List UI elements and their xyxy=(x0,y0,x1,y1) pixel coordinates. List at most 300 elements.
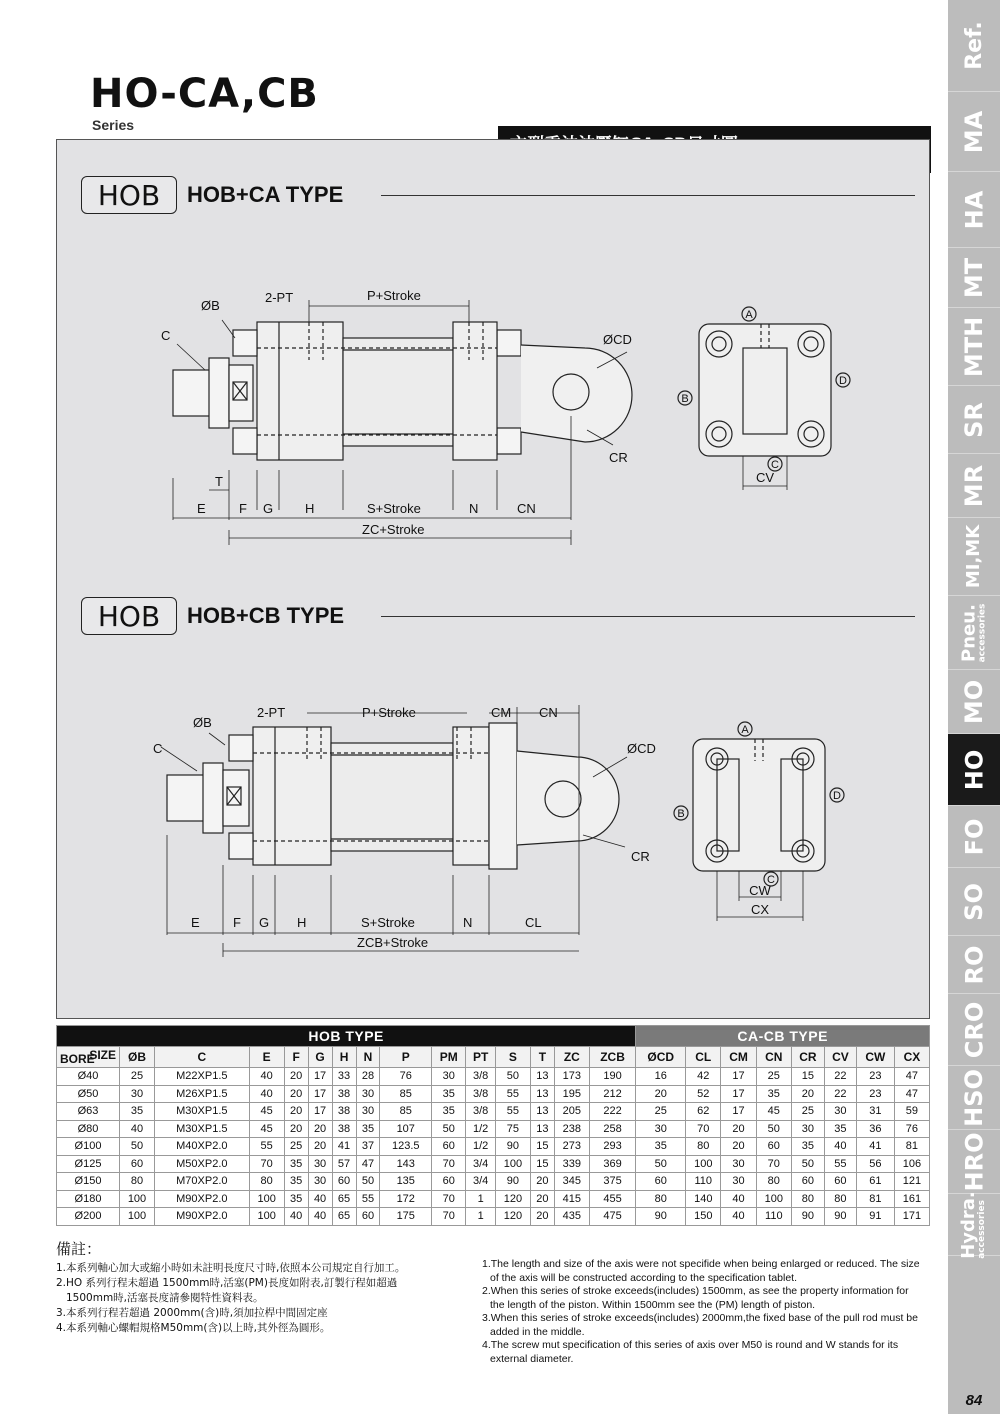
table-cell: 40 xyxy=(249,1068,284,1086)
label-b: B xyxy=(677,808,685,820)
note-zh-3: 3.本系列行程若超過 2000mm(含)時,須加拉桿中間固定座 xyxy=(56,1307,328,1319)
table-cell: 135 xyxy=(380,1173,432,1191)
table-cell: 23 xyxy=(856,1085,894,1103)
table-cell: 20 xyxy=(636,1085,686,1103)
table-cell: 50 xyxy=(756,1120,791,1138)
table-cell: 15 xyxy=(530,1138,554,1156)
table-cell: M30XP1.5 xyxy=(154,1120,249,1138)
table-cell: 435 xyxy=(554,1208,589,1226)
table-cell: 55 xyxy=(495,1103,530,1121)
table-cell: 369 xyxy=(589,1155,635,1173)
label-zcb-stroke: ZCB+Stroke xyxy=(357,935,429,950)
bore-cell: Ø63 xyxy=(57,1103,120,1121)
table-cell: M50XP2.0 xyxy=(154,1155,249,1173)
column-header: CM xyxy=(721,1047,757,1068)
bore-size-corner xyxy=(57,1047,120,1068)
bore-cell: Ø40 xyxy=(57,1068,120,1086)
table-cell: 81 xyxy=(856,1190,894,1208)
column-header: F xyxy=(284,1047,308,1068)
table-cell: 41 xyxy=(856,1138,894,1156)
tab-label: SR xyxy=(959,401,988,438)
table-cell: 3/4 xyxy=(466,1155,496,1173)
table-cell: 80 xyxy=(249,1173,284,1191)
label-p-stroke: P+Stroke xyxy=(367,288,421,303)
table-cell: 55 xyxy=(356,1190,380,1208)
table-cell: 60 xyxy=(120,1155,155,1173)
hob-badge: HOB xyxy=(81,597,177,635)
note-en-2: 2.When this series of stroke exceeds(includes) 1500mm, as see the property information for the length of the piston. Within 1500mm see the (PM) length of piston. xyxy=(482,1285,909,1311)
table-row xyxy=(57,1138,930,1156)
section-header-cb xyxy=(81,597,891,635)
table-cell: 65 xyxy=(332,1208,356,1226)
label-cn: CN xyxy=(517,501,536,516)
table-cell: 30 xyxy=(721,1155,757,1173)
label-cn: CN xyxy=(539,705,558,720)
dimension-table xyxy=(56,1025,930,1226)
table-cell: 106 xyxy=(894,1155,929,1173)
table-cell: 25 xyxy=(636,1103,686,1121)
tab-label: HA xyxy=(959,190,988,229)
tab-label: MO xyxy=(959,679,988,724)
tab-label: Hydra. xyxy=(958,1190,980,1259)
column-header: G xyxy=(308,1047,332,1068)
table-cell: 120 xyxy=(495,1208,530,1226)
table-cell: 20 xyxy=(284,1085,308,1103)
table-cell: 30 xyxy=(636,1120,686,1138)
table-cell: 17 xyxy=(721,1103,757,1121)
table-cell: 40 xyxy=(308,1208,332,1226)
table-cell: 17 xyxy=(308,1103,332,1121)
table-cell: 30 xyxy=(120,1085,155,1103)
table-cell: 339 xyxy=(554,1155,589,1173)
table-cell: 47 xyxy=(894,1085,929,1103)
table-cell: 273 xyxy=(554,1138,589,1156)
table-cell: 40 xyxy=(120,1120,155,1138)
bore-cell: Ø125 xyxy=(57,1155,120,1173)
tab-label: RO xyxy=(959,945,988,984)
column-header: CV xyxy=(824,1047,856,1068)
table-cell: 60 xyxy=(432,1138,466,1156)
label-c2: C xyxy=(767,874,775,886)
column-header: T xyxy=(530,1047,554,1068)
page-number-text: 84 xyxy=(965,1392,983,1409)
tab-mth[interactable] xyxy=(948,308,1000,386)
table-cell: 13 xyxy=(530,1085,554,1103)
table-cell: M40XP2.0 xyxy=(154,1138,249,1156)
table-cell: 3/4 xyxy=(466,1173,496,1191)
table-cell: 1/2 xyxy=(466,1138,496,1156)
table-cell: 35 xyxy=(824,1120,856,1138)
table-cell: 20 xyxy=(530,1208,554,1226)
table-cell: 50 xyxy=(356,1173,380,1191)
column-header: PT xyxy=(466,1047,496,1068)
label-n: N xyxy=(469,501,479,516)
table-cell: 45 xyxy=(756,1103,791,1121)
tab-label: HO xyxy=(960,749,988,790)
tab-hso[interactable] xyxy=(948,1066,1000,1130)
column-header: ZC xyxy=(554,1047,589,1068)
column-header: ØB xyxy=(120,1047,155,1068)
table-cell: 30 xyxy=(721,1173,757,1191)
label-f: F xyxy=(239,501,247,516)
tab-sr[interactable] xyxy=(948,386,1000,454)
label-a: A xyxy=(741,724,749,736)
tab-ha[interactable] xyxy=(948,172,1000,248)
table-cell: 100 xyxy=(120,1190,155,1208)
table-cell: 375 xyxy=(589,1173,635,1191)
table-row xyxy=(57,1190,930,1208)
table-cell: 16 xyxy=(636,1068,686,1086)
table-cell: 38 xyxy=(332,1085,356,1103)
table-cell: 45 xyxy=(249,1120,284,1138)
table-cell: 22 xyxy=(824,1068,856,1086)
table-cell: 15 xyxy=(530,1155,554,1173)
table-cell: 80 xyxy=(824,1190,856,1208)
table-cell: 37 xyxy=(356,1138,380,1156)
label-cw: CW xyxy=(749,883,771,898)
label-e: E xyxy=(191,915,200,930)
table-cell: 36 xyxy=(856,1120,894,1138)
table-cell: 61 xyxy=(856,1173,894,1191)
table-cell: 35 xyxy=(756,1085,791,1103)
table-cell: 20 xyxy=(284,1120,308,1138)
label-cl: CL xyxy=(525,915,542,930)
column-header: E xyxy=(249,1047,284,1068)
table-cell: 90 xyxy=(791,1208,824,1226)
note-en-4: 4.The screw mut specification of this series of axis over M50 is round and W stands for its external diameter. xyxy=(482,1339,899,1365)
table-cell: 455 xyxy=(589,1190,635,1208)
note-zh-2-cont: 1500mm時,活塞長度請參閱特性資料表。 xyxy=(66,1292,264,1304)
column-header: CN xyxy=(756,1047,791,1068)
table-cell: 85 xyxy=(380,1103,432,1121)
table-cell: 60 xyxy=(824,1173,856,1191)
tab-mimk[interactable] xyxy=(948,518,1000,596)
table-row xyxy=(57,1085,930,1103)
drawing-panel xyxy=(56,139,930,1019)
column-header: CL xyxy=(686,1047,721,1068)
tab-pneu[interactable] xyxy=(948,596,1000,670)
label-e: E xyxy=(197,501,206,516)
tab-mt[interactable] xyxy=(948,248,1000,308)
tab-sub-label: accessories xyxy=(977,603,988,662)
table-cell: 35 xyxy=(356,1120,380,1138)
table-cell: 173 xyxy=(554,1068,589,1086)
label-a: A xyxy=(745,309,753,321)
column-header: CW xyxy=(856,1047,894,1068)
tab-label: MR xyxy=(960,464,988,507)
table-cell: 100 xyxy=(120,1208,155,1226)
table-cell: 52 xyxy=(686,1085,721,1103)
table-cell: 55 xyxy=(824,1155,856,1173)
table-row xyxy=(57,1208,930,1226)
label-ob: ØB xyxy=(201,298,220,313)
table-cell: 40 xyxy=(284,1208,308,1226)
table-cell: 171 xyxy=(894,1208,929,1226)
table-cell: 20 xyxy=(721,1120,757,1138)
notes-chinese xyxy=(56,1242,466,1336)
table-cell: 35 xyxy=(636,1138,686,1156)
table-cell: 28 xyxy=(356,1068,380,1086)
table-cell: 50 xyxy=(120,1138,155,1156)
label-zc-stroke: ZC+Stroke xyxy=(362,522,425,537)
label-ocd: ØCD xyxy=(627,741,656,756)
table-cell: 1 xyxy=(466,1208,496,1226)
corner-bore-label: BORE xyxy=(60,1052,95,1066)
label-cm: CM xyxy=(491,705,512,720)
table-cell: M22XP1.5 xyxy=(154,1068,249,1086)
tab-mr[interactable] xyxy=(948,454,1000,518)
note-en-3: 3.When this series of stroke exceeds(includes) 2000mm,the fixed base of the pull rod must be added in the middle. xyxy=(482,1312,918,1338)
table-cell: 70 xyxy=(432,1208,466,1226)
tab-mo[interactable] xyxy=(948,670,1000,734)
table-cell: 20 xyxy=(308,1120,332,1138)
table-cell: 80 xyxy=(791,1190,824,1208)
notes-english xyxy=(482,1258,922,1366)
table-cell: 50 xyxy=(636,1155,686,1173)
table-cell: 33 xyxy=(332,1068,356,1086)
hob-badge: HOB xyxy=(81,176,177,214)
table-group-ca-cb: CA-CB TYPE xyxy=(636,1026,930,1047)
table-cell: 25 xyxy=(756,1068,791,1086)
table-cell: 23 xyxy=(856,1068,894,1086)
table-cell: 100 xyxy=(249,1190,284,1208)
table-cell: 20 xyxy=(530,1173,554,1191)
table-cell: 62 xyxy=(686,1103,721,1121)
table-cell: 80 xyxy=(120,1173,155,1191)
label-2pt: 2-PT xyxy=(265,290,294,305)
tab-fo[interactable] xyxy=(948,806,1000,868)
table-cell: 25 xyxy=(120,1068,155,1086)
table-cell: 35 xyxy=(120,1103,155,1121)
table-cell: 42 xyxy=(686,1068,721,1086)
table-cell: 107 xyxy=(380,1120,432,1138)
note-en-1: 1.The length and size of the axis were not specifide when being enlarged or reduced. The size of the axis will be constructed according to the specification tablet. xyxy=(482,1258,920,1284)
label-cr: CR xyxy=(631,849,650,864)
table-cell: 38 xyxy=(332,1120,356,1138)
table-cell: 90 xyxy=(636,1208,686,1226)
column-header: CX xyxy=(894,1047,929,1068)
tab-label: Ref. xyxy=(961,21,987,70)
tab-label: MI,MK xyxy=(963,524,985,589)
label-c2: C xyxy=(771,459,779,471)
table-cell: 17 xyxy=(308,1068,332,1086)
column-header: H xyxy=(332,1047,356,1068)
table-cell: 85 xyxy=(380,1085,432,1103)
label-g: G xyxy=(263,501,274,516)
table-cell: 222 xyxy=(589,1103,635,1121)
table-cell: 175 xyxy=(380,1208,432,1226)
table-cell: 120 xyxy=(495,1190,530,1208)
table-cell: 55 xyxy=(495,1085,530,1103)
table-cell: 40 xyxy=(824,1138,856,1156)
note-zh-1: 1.本系列軸心加大或縮小時如未註明長度尺寸時,依照本公司規定自行加工。 xyxy=(56,1262,406,1274)
table-cell: 205 xyxy=(554,1103,589,1121)
table-cell: 56 xyxy=(856,1155,894,1173)
label-cv: CV xyxy=(755,470,775,485)
tab-label: SO xyxy=(960,882,988,921)
label-ob: ØB xyxy=(193,715,212,730)
table-cell: 90 xyxy=(495,1138,530,1156)
tab-cro[interactable] xyxy=(948,994,1000,1066)
table-cell: 3/8 xyxy=(466,1085,496,1103)
table-cell: 57 xyxy=(332,1155,356,1173)
table-cell: 17 xyxy=(308,1085,332,1103)
table-cell: M90XP2.0 xyxy=(154,1190,249,1208)
table-cell: 81 xyxy=(894,1138,929,1156)
table-cell: 50 xyxy=(495,1068,530,1086)
table-cell: 60 xyxy=(791,1173,824,1191)
tab-ho[interactable] xyxy=(948,734,1000,806)
table-cell: 70 xyxy=(249,1155,284,1173)
table-cell: 238 xyxy=(554,1120,589,1138)
table-cell: 40 xyxy=(308,1190,332,1208)
table-cell: 38 xyxy=(332,1103,356,1121)
table-cell: 143 xyxy=(380,1155,432,1173)
column-header: S xyxy=(495,1047,530,1068)
table-cell: 17 xyxy=(721,1068,757,1086)
label-s-stroke: S+Stroke xyxy=(361,915,415,930)
table-cell: 47 xyxy=(894,1068,929,1086)
tab-label: MTH xyxy=(960,316,988,377)
table-cell: 76 xyxy=(380,1068,432,1086)
table-cell: 50 xyxy=(791,1155,824,1173)
table-row xyxy=(57,1120,930,1138)
table-cell: 80 xyxy=(756,1173,791,1191)
table-cell: 50 xyxy=(432,1120,466,1138)
tab-hydra[interactable] xyxy=(948,1190,1000,1259)
series-title: HO-CA,CB xyxy=(90,71,319,117)
table-cell: 76 xyxy=(894,1120,929,1138)
label-s-stroke: S+Stroke xyxy=(367,501,421,516)
table-cell: 80 xyxy=(686,1138,721,1156)
tab-ro[interactable] xyxy=(948,936,1000,994)
note-zh-4: 4.本系列軸心螺帽規格M50mm(含)以上時,其外徑為圓形。 xyxy=(56,1322,331,1334)
page-number xyxy=(948,1362,1000,1414)
bore-cell: Ø200 xyxy=(57,1208,120,1226)
column-header: C xyxy=(154,1047,249,1068)
table-cell: 13 xyxy=(530,1120,554,1138)
table-cell: 59 xyxy=(894,1103,929,1121)
bore-cell: Ø180 xyxy=(57,1190,120,1208)
table-cell: 41 xyxy=(332,1138,356,1156)
tab-so[interactable] xyxy=(948,868,1000,936)
cb-type-drawing xyxy=(57,695,931,995)
table-cell: 35 xyxy=(432,1103,466,1121)
column-header: PM xyxy=(432,1047,466,1068)
table-cell: 30 xyxy=(356,1103,380,1121)
table-cell: 55 xyxy=(249,1138,284,1156)
bore-cell: Ø50 xyxy=(57,1085,120,1103)
table-cell: 30 xyxy=(308,1173,332,1191)
tab-label-group xyxy=(958,603,988,662)
column-header: CR xyxy=(791,1047,824,1068)
tab-sub-label: accessories xyxy=(977,1199,988,1259)
label-b: B xyxy=(681,393,689,405)
tab-ma[interactable] xyxy=(948,92,1000,172)
table-cell: 123.5 xyxy=(380,1138,432,1156)
table-cell: M90XP2.0 xyxy=(154,1208,249,1226)
table-cell: 20 xyxy=(791,1085,824,1103)
table-cell: 20 xyxy=(308,1138,332,1156)
label-c: C xyxy=(161,328,171,343)
section-label: HOB+CB TYPE xyxy=(187,603,345,628)
tab-label: MT xyxy=(959,257,988,298)
table-cell: 35 xyxy=(432,1085,466,1103)
table-cell: 25 xyxy=(791,1103,824,1121)
notes-heading: 備註： xyxy=(56,1240,102,1258)
label-p-stroke: P+Stroke xyxy=(362,705,416,720)
column-header: ØCD xyxy=(636,1047,686,1068)
table-cell: 13 xyxy=(530,1103,554,1121)
table-cell: 121 xyxy=(894,1173,929,1191)
table-cell: 30 xyxy=(432,1068,466,1086)
table-cell: 40 xyxy=(721,1190,757,1208)
table-row xyxy=(57,1068,930,1086)
table-cell: 110 xyxy=(686,1173,721,1191)
label-d: D xyxy=(833,790,841,802)
table-cell: 90 xyxy=(824,1208,856,1226)
table-cell: 60 xyxy=(432,1173,466,1191)
table-row xyxy=(57,1103,930,1121)
table-cell: 475 xyxy=(589,1208,635,1226)
table-cell: 20 xyxy=(284,1068,308,1086)
label-d: D xyxy=(839,375,847,387)
tab-hro[interactable] xyxy=(948,1130,1000,1194)
tab-label-group xyxy=(958,1190,988,1259)
column-header: ZCB xyxy=(589,1047,635,1068)
table-cell: 172 xyxy=(380,1190,432,1208)
table-cell: 70 xyxy=(756,1155,791,1173)
table-row xyxy=(57,1173,930,1191)
table-row xyxy=(57,1155,930,1173)
table-cell: M70XP2.0 xyxy=(154,1173,249,1191)
tab-label: HSO xyxy=(960,1068,988,1127)
table-header-row xyxy=(57,1047,930,1068)
label-c: C xyxy=(153,741,163,756)
table-cell: 35 xyxy=(284,1190,308,1208)
table-cell: 35 xyxy=(284,1155,308,1173)
table-cell: 22 xyxy=(824,1085,856,1103)
table-cell: 60 xyxy=(636,1173,686,1191)
table-cell: 100 xyxy=(495,1155,530,1173)
table-cell: 40 xyxy=(721,1208,757,1226)
section-header-ca xyxy=(81,176,891,214)
label-g: G xyxy=(259,915,270,930)
table-cell: 35 xyxy=(791,1138,824,1156)
ca-type-drawing xyxy=(57,220,931,560)
divider-line xyxy=(381,195,915,196)
tab-ref[interactable] xyxy=(948,0,1000,92)
table-cell: 47 xyxy=(356,1155,380,1173)
table-cell: 100 xyxy=(249,1208,284,1226)
table-cell: 1 xyxy=(466,1190,496,1208)
table-cell: 293 xyxy=(589,1138,635,1156)
table-cell: M30XP1.5 xyxy=(154,1103,249,1121)
tab-label: CRO xyxy=(960,1001,988,1058)
table-cell: 3/8 xyxy=(466,1103,496,1121)
tab-label: HRO xyxy=(960,1132,988,1191)
table-cell: 31 xyxy=(856,1103,894,1121)
tab-label: FO xyxy=(959,818,988,855)
table-cell: 40 xyxy=(249,1085,284,1103)
table-cell: 20 xyxy=(284,1103,308,1121)
table-cell: M26XP1.5 xyxy=(154,1085,249,1103)
table-cell: 60 xyxy=(756,1138,791,1156)
table-cell: 70 xyxy=(686,1120,721,1138)
label-h: H xyxy=(297,915,307,930)
table-cell: 15 xyxy=(791,1068,824,1086)
table-cell: 100 xyxy=(686,1155,721,1173)
